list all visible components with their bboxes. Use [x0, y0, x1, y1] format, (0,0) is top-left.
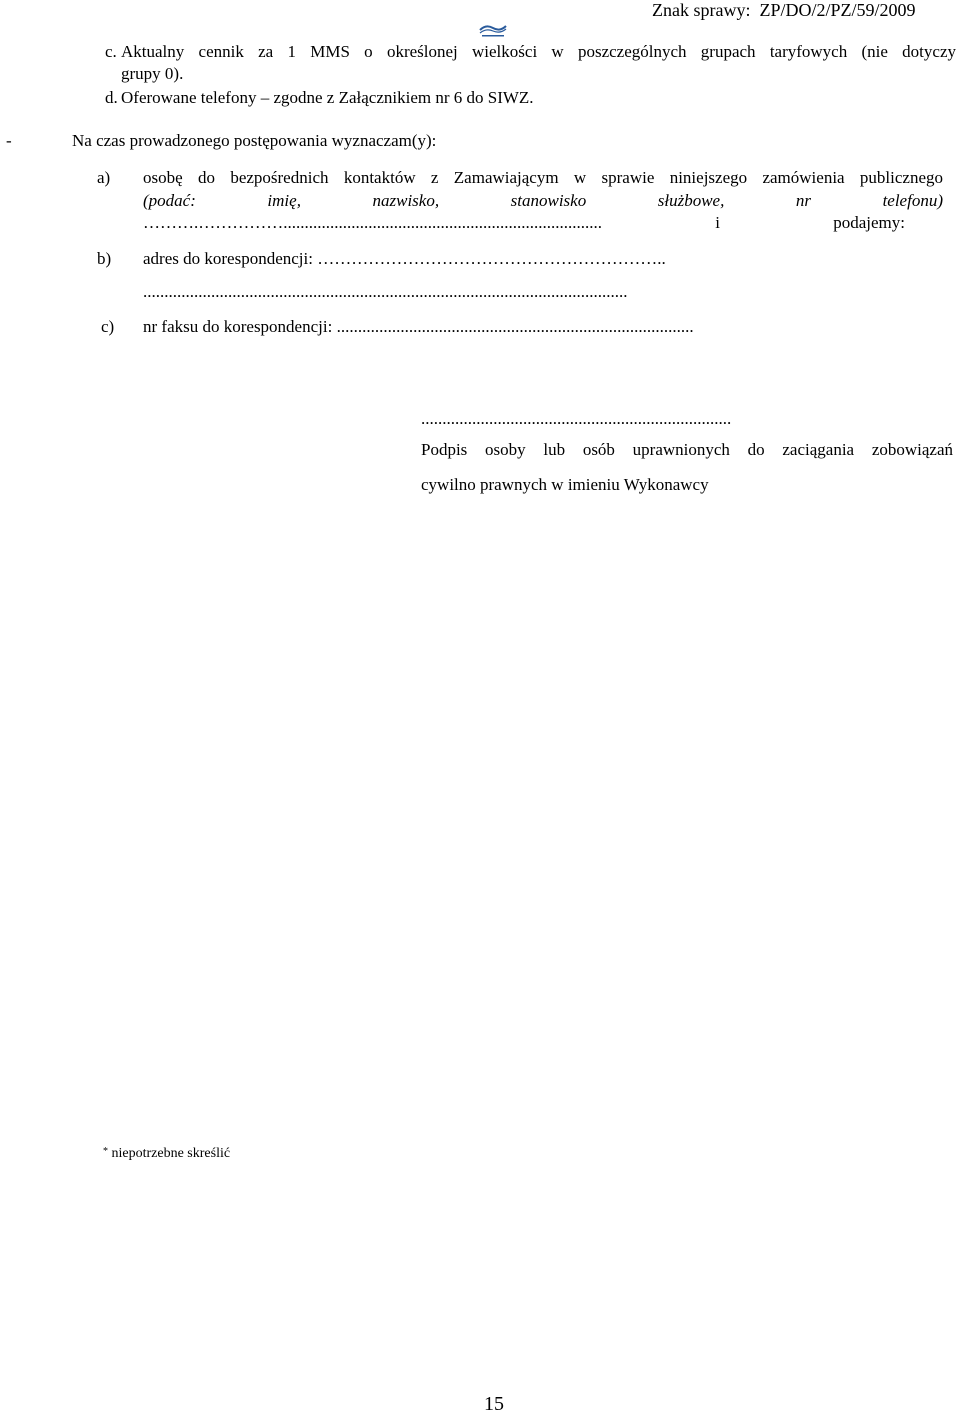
case-number-header: [652, 0, 916, 21]
section-heading: Na czas prowadzonego postępowania wyznaczam(y):: [72, 131, 437, 150]
list-item-c-line1: Aktualny cennik za 1 MMS o określonej wielkości w poszczególnych grupach taryfowych (nie dotyczy: [121, 42, 956, 61]
item-b-line2: ..................................................................................................................: [143, 282, 628, 301]
item-a-line2: (podać: imię, nazwisko, stanowisko służbowe, nr telefonu): [143, 191, 943, 210]
item-b-label: adres do korespondencji: ……………………………………………………..: [143, 249, 666, 268]
item-a-line1: osobę do bezpośrednich kontaktów z Zamawiającym w sprawie niniejszego zamówienia publicznego: [143, 168, 943, 187]
signature-line2: cywilno prawnych w imieniu Wykonawcy: [421, 475, 709, 494]
page-number: 15: [484, 1393, 504, 1415]
item-a-line3: ……….……………........................................................................... i podajemy:: [143, 213, 905, 232]
section-dash: -: [6, 131, 12, 150]
signature-dots: .........................................................................: [421, 409, 732, 428]
signature-line1: Podpis osoby lub osób uprawnionych do zaciągania zobowiązań: [421, 440, 953, 459]
item-b-marker: b): [97, 249, 112, 268]
footnote-marker: *: [103, 1146, 108, 1157]
list-item-c-line2: grupy 0).: [121, 64, 184, 83]
item-c-label: nr faksu do korespondencji: ....................................................................................: [143, 317, 694, 336]
case-number: ZP/DO/2/PZ/59/2009: [759, 0, 916, 20]
footnote: [103, 1146, 230, 1162]
logo-icon: [478, 22, 508, 38]
case-label: Znak sprawy:: [652, 0, 751, 20]
list-item-d: Oferowane telefony – zgodne z Załącznikiem nr 6 do SIWZ.: [121, 88, 534, 107]
item-a-marker: a): [97, 168, 111, 187]
footnote-text: niepotrzebne skreślić: [111, 1146, 231, 1161]
list-marker-c: c.: [105, 42, 117, 61]
item-c-marker: c): [101, 317, 115, 336]
list-marker-d: d.: [105, 88, 118, 107]
